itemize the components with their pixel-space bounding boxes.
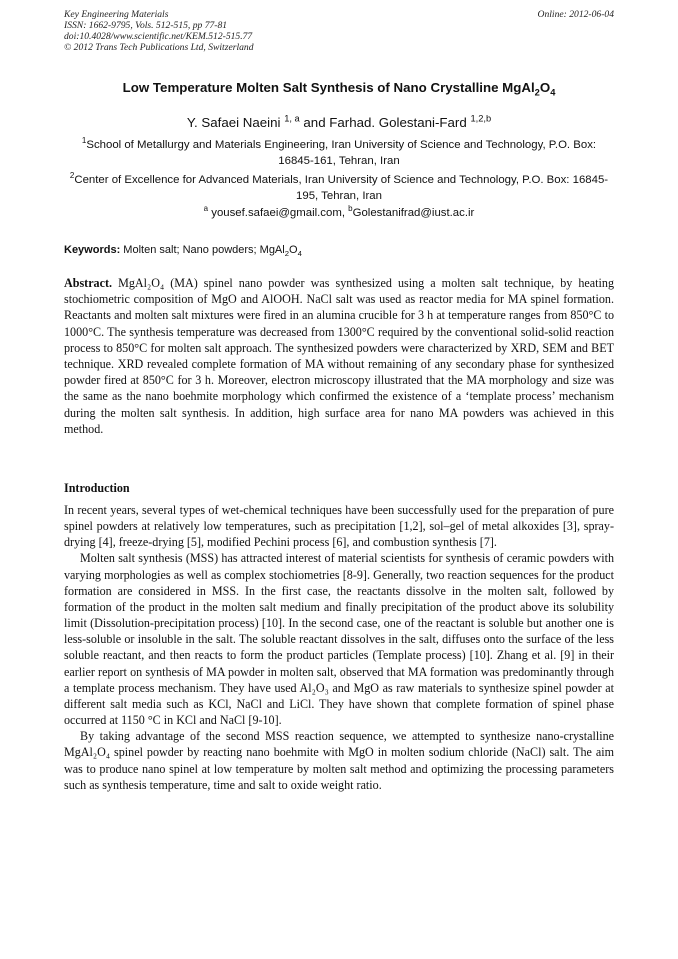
affiliation-1: $^1$School of Metallurgy and Materials Engineering, Iran University of Science and Technology, P.O. Box: 16845-161, Tehran, Iran bbox=[81, 136, 597, 167]
doi-line: doi:10.4028/www.scientific.net/KEM.512-515.77 bbox=[64, 31, 253, 42]
paper-title: Low Temperature Molten Salt Synthesis of Nano Crystalline $MgAl_2O_4$ bbox=[122, 80, 556, 98]
journal-name: Key Engineering Materials bbox=[64, 9, 169, 20]
affiliation-2: $^2$Center of Excellence for Advanced Materials, Iran University of Science and Technology, P.O. Box: 16845-195, Tehran, Iran bbox=[69, 171, 609, 202]
intro-paragraph-1: In recent years, several types of wet-chemical techniques have been successfully used for the preparation of pure spinel powders at relatively low temperatures, such as precipitation [1,2], sol–gel of metal alkoxides [3], spray-drying [4], freeze-drying [5], modified Pechini process [6], and combustion synthesis [7]. bbox=[64, 503, 614, 550]
abstract-text: MgAl₂O₄ (MA) spinel nano powder was synthesized using a molten salt technique, by heating stochiometric composition of MgO and AlOOH. NaCl salt was used as reactor media for MA spinel formation. Reactants and molten salt mixtures were fired in an alumina crucible for 3 h at temperature ranges from 850°C to 1000°C. The synthesis temperature was decreased from 1300°C required by the conventional solid-solid reaction process to 850°C for molten salt approach. The synthesized powders were characterized by XRD, SEM and BET technique. XRD revealed complete formation of MA without remaining of any secondary phase for synthesized powder fired at 850°C for 3 h. Moreover, electron microscopy illustrated that the MA morphology and size was the same as the nano boehmite morphology which confirmed the existence of a ‘template process’ mechanism during the molten salt synthesis. In addition, high surface area for nano MA powders was achieved in this method. bbox=[64, 276, 614, 436]
section-heading-introduction: Introduction bbox=[64, 481, 130, 495]
keywords-label: Keywords: bbox=[64, 244, 121, 256]
intro-paragraph-3: By taking advantage of the second MSS reaction sequence, we attempted to synthesize nano-crystalline MgAl₂O₄ spinel powder by reacting nano boehmite with MgO in molten sodium chloride (NaCl) salt. The aim was to produce nano spinel at low temperature by molten salt method and optimizing the processing parameters such as synthesis temperature, time and salt to oxide weight ratio. bbox=[64, 729, 614, 792]
copyright-line: © 2012 Trans Tech Publications Ltd, Switzerland bbox=[64, 42, 254, 53]
abstract-label: Abstract. bbox=[64, 276, 113, 290]
keywords: Keywords: Molten salt; Nano powders; $MgAl_2O_4$ bbox=[64, 244, 302, 259]
author-1: Y. Safaei Naeini bbox=[186, 115, 281, 130]
introduction-body bbox=[64, 502, 614, 793]
author-line: Y. Safaei Naeini $^{1, a}$ and Farhad. Golestani-Fard $^{1,2,b}$ bbox=[186, 113, 492, 130]
issn-line: ISSN: 1662-9795, Vols. 512-515, pp 77-81 bbox=[64, 20, 228, 31]
email-line: $^a$ yousef.safaei@gmail.com, $^b$Golestanifrad@iust.ac.ir bbox=[203, 204, 475, 219]
abstract bbox=[64, 275, 614, 437]
author-2: Farhad. Golestani-Fard bbox=[329, 115, 467, 130]
intro-paragraph-2: Molten salt synthesis (MSS) has attracted interest of material scientists for synthesis of ceramic powders with varying morphologies as well as complex stochiometries [8-9]. Generally, two reaction sequences for the product formation are considered in MSS. In the first case, the reactants dissolve in the molten salt, followed by formation of the product in the molten salt medium and finally precipitation of the product above its solubility limit (Dissolution-precipitation process) [10]. In the second case, one of the reactant is soluble but another one is less-soluble or insoluble in the salt. The soluble reactant dissolves in the salt, diffuses onto the surface of the less soluble reactant, and then reacts to form the product particles (Template process) [10]. Zhang et al. [9] in their earlier report on synthesis of MA powder in molten salt, observed that MA formation was predominantly through a template process mechanism. They have used Al₂O₃ and MgO as raw materials to synthesize spinel powder at different salt media such as KCl, NaCl and LiCl. They have shown that complete formation of spinel phase occurred at 1150 °C in KCl and NaCl [9-10]. bbox=[64, 551, 614, 728]
online-date: Online: 2012-06-04 bbox=[537, 9, 614, 20]
journal-header bbox=[64, 9, 254, 53]
